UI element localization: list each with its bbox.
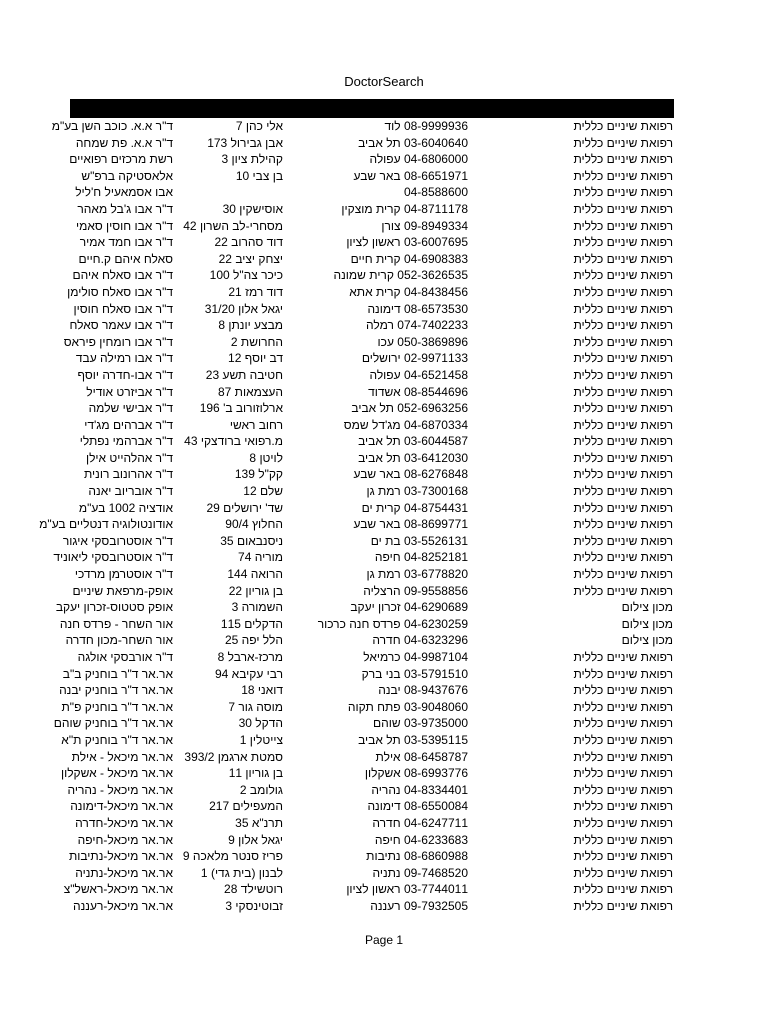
table-row	[70, 749, 674, 766]
address-cell: אוסישקין 30	[222, 201, 283, 216]
clinic-name-cell: אר.אר ד"ר בוחניק שוהם	[53, 716, 173, 731]
table-row	[70, 184, 674, 201]
table-row	[70, 500, 674, 517]
specialty-cell: מכון צילום	[621, 616, 673, 631]
address-cell: הדקלים 115	[220, 616, 283, 631]
phone-city-cell: 09-8949334 צורן	[381, 218, 468, 233]
specialty-cell: רפואת שיניים כללית	[573, 815, 673, 830]
table-row	[63, 334, 674, 351]
table-header-bar	[70, 99, 674, 118]
address-cell: יגאל אלון 9	[228, 832, 283, 847]
specialty-cell: רפואת שיניים כללית	[573, 782, 673, 797]
phone-city-cell: 08-9999936 לוד	[384, 119, 468, 133]
phone-city-cell: 08-6860988 נתיבות	[366, 849, 468, 864]
address-cell: לבנון (בית גדי) 1	[200, 865, 283, 880]
address-cell: מסחרי-לב השרון 42	[183, 218, 283, 233]
specialty-cell: רפואת שיניים כללית	[573, 898, 673, 913]
address-cell: בן גוריון 11	[228, 766, 283, 781]
clinic-name-cell: ד"ר א.א. כוכב השן בע"מ	[51, 119, 173, 133]
specialty-cell: רפואת שיניים כללית	[573, 318, 673, 333]
address-cell: השמורה 3	[231, 600, 283, 615]
specialty-cell: רפואת שיניים כללית	[573, 450, 673, 465]
phone-city-cell: 04-6290689 זכרון יעקב	[350, 600, 468, 615]
specialty-cell: רפואת שיניים כללית	[573, 749, 673, 764]
address-cell: לויטן 8	[249, 450, 283, 465]
phone-city-cell: 04-6323296 חדרה	[372, 633, 468, 648]
clinic-name-cell: אר.אר ד"ר בוחניק יבנה	[59, 683, 173, 698]
clinic-name-cell: אר.אר ד"ר בוחניק פ"ת	[61, 699, 173, 714]
address-cell: דואני 18	[241, 683, 283, 698]
address-cell: המעפילים 217	[209, 799, 283, 814]
address-cell: בן גוריון 22	[228, 583, 283, 598]
specialty-cell: רפואת שיניים כללית	[573, 832, 673, 847]
specialty-cell: רפואת שיניים כללית	[573, 334, 673, 349]
clinic-name-cell: ד"ר אבו חמד אמיר	[79, 235, 173, 250]
table-row	[70, 234, 674, 251]
phone-city-cell: 03-6040640 תל אביב	[358, 135, 468, 150]
clinic-name-cell: אר.אר מיכאל-דימונה	[70, 799, 173, 814]
phone-city-cell: 052-3626535 קרית שמונה	[333, 268, 468, 283]
table-row	[70, 218, 674, 235]
phone-city-cell: 03-7744011 ראשון לציון	[346, 882, 468, 897]
phone-city-cell: 08-6573530 דימונה	[367, 301, 468, 316]
specialty-cell: רפואת שיניים כללית	[573, 467, 673, 482]
table-row	[70, 267, 674, 284]
phone-city-cell: 03-9048060 פתח תקוה	[347, 699, 468, 714]
table-row	[67, 284, 674, 301]
address-cell: קהילת ציון 3	[221, 152, 283, 167]
table-row	[70, 317, 674, 334]
clinic-name-cell: ד"ר אבו-חדרה יוסף	[77, 367, 173, 382]
specialty-cell: רפואת שיניים כללית	[573, 301, 673, 316]
clinic-name-cell: אר.אר מיכאל - אשקלון	[60, 766, 173, 781]
specialty-cell: רפואת שיניים כללית	[573, 135, 673, 150]
address-cell: דוד רמז 21	[228, 284, 283, 299]
table-row	[70, 898, 674, 915]
address-cell: אבן גבירול 173	[207, 135, 283, 150]
address-cell: דב יוסף 12	[228, 351, 283, 366]
table-row	[53, 715, 674, 732]
address-cell: מבצע יונתן 8	[218, 318, 283, 333]
clinic-name-cell: אר.אר מיכאל-נתיבות	[68, 849, 173, 864]
phone-city-cell: 04-6806000 עפולה	[369, 152, 468, 167]
clinic-name-cell: אור השחר-מכון חדרה	[65, 633, 173, 648]
table-row	[70, 135, 674, 152]
phone-city-cell: 03-5526131 בת ים	[370, 533, 468, 548]
address-cell: מוסה גור 7	[228, 699, 283, 714]
phone-city-cell: 08-6550084 דימונה	[367, 799, 468, 814]
table-row	[70, 433, 674, 450]
phone-city-cell: 052-6963256 תל אביב	[351, 401, 468, 416]
address-cell: החלוץ 90/4	[225, 517, 283, 532]
phone-city-cell: 08-6651971 באר שבע	[353, 168, 468, 183]
phone-city-cell: 04-8252181 חיפה	[374, 550, 468, 565]
document-title: DoctorSearch	[344, 74, 424, 89]
clinic-name-cell: ד"ר אבו רמילה עבד	[75, 351, 173, 366]
specialty-cell: רפואת שיניים כללית	[573, 732, 673, 747]
clinic-name-cell: ד"ר אבו ג'בל מאהר	[77, 201, 173, 216]
clinic-name-cell: אבו אסמאעיל ח'ליל	[75, 185, 173, 200]
phone-city-cell: 08-8544696 אשדוד	[368, 384, 468, 399]
specialty-cell: רפואת שיניים כללית	[573, 683, 673, 698]
table-row	[70, 566, 674, 583]
address-cell: סמטת ארגמן 393/2	[184, 749, 283, 764]
specialty-cell: רפואת שיניים כללית	[573, 168, 673, 183]
clinic-name-cell: אור השחר - פרדס חנה	[59, 616, 173, 631]
phone-city-cell: 08-6993776 אשקלון	[364, 766, 468, 781]
address-cell: דוד סהרוב 22	[214, 235, 283, 250]
specialty-cell: רפואת שיניים כללית	[573, 500, 673, 515]
table-row	[70, 350, 674, 367]
table-row	[70, 848, 674, 865]
table-row	[70, 384, 674, 401]
table-row	[70, 483, 674, 500]
phone-city-cell: 08-6458787 אילת	[375, 749, 468, 764]
phone-city-cell: 09-7932505 רעננה	[370, 898, 468, 913]
clinic-name-cell: אר.אר מיכאל-נתניה	[75, 865, 173, 880]
clinic-name-cell: ד"ר אברהמי נפתלי	[79, 434, 173, 449]
clinic-name-cell: ד"ר אבישי שלמה	[88, 401, 173, 416]
phone-city-cell: 04-6870334 מג'דל שמס	[343, 417, 468, 432]
table-row	[70, 832, 674, 849]
clinic-name-cell: סאלח איהם ק.חיים	[78, 251, 173, 266]
clinic-name-cell: אופק סטטוס-זכרון יעקב	[55, 600, 173, 615]
clinic-name-cell: ד"ר אובריוב יאנה	[88, 484, 173, 499]
address-cell: פריז סנטר מלאכה 9	[182, 849, 283, 864]
table-row	[70, 450, 674, 467]
clinic-name-cell: אר.אר ד"ר בוחניק ב"ב	[62, 666, 173, 681]
phone-city-cell: 04-8334401 נהריה	[371, 782, 468, 797]
address-cell: צייטלין 1	[239, 732, 283, 747]
specialty-cell: רפואת שיניים כללית	[573, 367, 673, 382]
phone-city-cell: 08-8699771 באר שבע	[353, 517, 468, 532]
specialty-cell: רפואת שיניים כללית	[573, 434, 673, 449]
phone-city-cell: 04-9987104 כרמיאל	[363, 650, 468, 664]
clinic-name-cell: אודונטולוגיה דנטליים בע"מ	[39, 517, 173, 532]
doctor-table	[39, 118, 674, 915]
clinic-name-cell: ד"ר אבו סאלח חוסין	[73, 301, 173, 316]
clinic-name-cell: אר.אר מיכאל - נהריה	[67, 782, 173, 797]
specialty-cell: רפואת שיניים כללית	[573, 384, 673, 399]
table-row	[65, 632, 674, 649]
table-row	[70, 798, 674, 815]
specialty-cell: רפואת שיניים כללית	[573, 185, 673, 200]
specialty-cell: רפואת שיניים כללית	[573, 766, 673, 781]
table-row	[70, 151, 674, 168]
address-cell: כיכר צה"ל 100	[209, 268, 283, 283]
phone-city-cell: 04-8438456 קרית אתא	[349, 284, 468, 299]
address-cell: מוריה 74	[238, 550, 283, 565]
table-row	[55, 599, 674, 616]
specialty-cell: רפואת שיניים כללית	[573, 716, 673, 731]
address-cell: רוטשילד 28	[224, 882, 283, 897]
table-row	[63, 881, 674, 898]
specialty-cell: רפואת שיניים כללית	[573, 268, 673, 283]
table-row	[70, 367, 674, 384]
specialty-cell: רפואת שיניים כללית	[573, 865, 673, 880]
phone-city-cell: 03-6778820 רמת גן	[366, 567, 468, 582]
address-cell: ניסנבאום 35	[220, 533, 283, 548]
clinic-name-cell: ד"ר אביזרט אודיל	[86, 384, 173, 399]
address-cell: הלל יפה 25	[224, 633, 283, 648]
specialty-cell: רפואת שיניים כללית	[573, 849, 673, 864]
specialty-cell: רפואת שיניים כללית	[573, 417, 673, 432]
specialty-cell: רפואת שיניים כללית	[573, 235, 673, 250]
specialty-cell: רפואת שיניים כללית	[573, 666, 673, 681]
phone-city-cell: 09-7468520 נתניה	[372, 865, 468, 880]
specialty-cell: רפואת שיניים כללית	[573, 699, 673, 714]
specialty-cell: רפואת שיניים כללית	[573, 119, 673, 133]
table-row	[60, 765, 674, 782]
specialty-cell: מכון צילום	[621, 633, 673, 648]
page-number: Page 1	[364, 933, 404, 947]
specialty-cell: רפואת שיניים כללית	[573, 567, 673, 582]
specialty-cell: רפואת שיניים כללית	[573, 351, 673, 366]
clinic-name-cell: רשת מרכזים רפואיים	[69, 152, 173, 167]
phone-city-cell: 04-6233683 חיפה	[374, 832, 468, 847]
clinic-name-cell: ד"ר אבו סאלח איהם	[72, 268, 173, 283]
table-row	[70, 400, 674, 417]
phone-city-cell: 02-9971133 ירושלים	[361, 351, 468, 366]
clinic-name-cell: אר.אר מיכאל-חדרה	[75, 815, 173, 830]
table-row	[70, 865, 674, 882]
table-row	[51, 118, 674, 135]
table-row	[67, 782, 674, 799]
phone-city-cell: 04-6230259 פרדס חנה כרכור	[317, 616, 468, 631]
phone-city-cell: 03-6412030 תל אביב	[358, 450, 468, 465]
table-row	[70, 251, 674, 268]
specialty-cell: מכון צילום	[621, 600, 673, 615]
table-row	[70, 201, 674, 218]
specialty-cell: רפואת שיניים כללית	[573, 583, 673, 598]
address-cell: שלם 12	[243, 484, 283, 499]
clinic-name-cell: ד"ר אוסטרובסקי ליאוניד	[53, 550, 173, 565]
clinic-name-cell: ד"ר אבו עאמר סאלח	[69, 318, 173, 333]
specialty-cell: רפואת שיניים כללית	[573, 201, 673, 216]
phone-city-cell: 03-9735000 שוהם	[372, 716, 468, 731]
table-row	[70, 815, 674, 832]
specialty-cell: רפואת שיניים כללית	[573, 550, 673, 565]
table-row	[53, 549, 674, 566]
phone-city-cell: 04-8588600	[403, 185, 468, 200]
phone-city-cell: 03-5395115 תל אביב	[358, 732, 468, 747]
address-cell: רבי עקיבא 94	[214, 666, 283, 681]
specialty-cell: רפואת שיניים כללית	[573, 284, 673, 299]
clinic-name-cell: ד"ר אוסטרמן מרדכי	[74, 567, 173, 582]
clinic-name-cell: ד"ר אבו חוסין סאמי	[75, 218, 173, 233]
clinic-name-cell: ד"ר אבו סאלח סולימן	[67, 284, 173, 299]
address-cell: קק"ל 139	[234, 467, 283, 482]
specialty-cell: רפואת שיניים כללית	[573, 484, 673, 499]
clinic-name-cell: ד"ר אהלהייט אילן	[85, 450, 173, 465]
clinic-name-cell: אודציה 1002 בע"מ	[78, 500, 173, 515]
phone-city-cell: 03-5791510 בני ברק	[361, 666, 468, 681]
clinic-name-cell: אר.אר מיכאל-ראשל"צ	[63, 882, 173, 897]
clinic-name-cell: אר.אר מיכאל - אילת	[71, 749, 173, 764]
specialty-cell: רפואת שיניים כללית	[573, 799, 673, 814]
address-cell: מ.רפואי ברודצקי 43	[184, 434, 283, 449]
table-row	[62, 666, 674, 683]
clinic-name-cell: ד"ר אהרונוב רונית	[84, 467, 173, 482]
address-cell: רחוב ראשי	[229, 417, 283, 432]
address-cell: חטיבה תשע 23	[205, 367, 283, 382]
phone-city-cell: 04-8754431 קרית ים	[361, 500, 468, 515]
phone-city-cell: 03-6007695 ראשון לציון	[346, 235, 468, 250]
clinic-name-cell: אר.אר מיכאל-רעננה	[73, 898, 173, 913]
address-cell: העצמאות 87	[217, 384, 283, 399]
specialty-cell: רפואת שיניים כללית	[573, 517, 673, 532]
phone-city-cell: 03-7300168 רמת גן	[366, 484, 468, 499]
phone-city-cell: 08-6276848 באר שבע	[353, 467, 468, 482]
clinic-name-cell: ד"ר אורבסקי אולגה	[77, 650, 173, 664]
address-cell: תרנ"א 35	[235, 815, 283, 830]
phone-city-cell: 09-9558856 הרצליה	[363, 583, 468, 598]
phone-city-cell: 03-6044587 תל אביב	[358, 434, 468, 449]
address-cell: גולומב 2	[239, 782, 283, 797]
clinic-name-cell: ד"ר אוסטרובסקי איגור	[62, 533, 173, 548]
table-row	[70, 301, 674, 318]
specialty-cell: רפואת שיניים כללית	[573, 401, 673, 416]
clinic-name-cell: ד"ר אבו רומחין פיראס	[63, 334, 173, 349]
clinic-name-cell: אלאסטיקה ברפ"ש	[81, 168, 173, 183]
address-cell: מרכז-ארבל 8	[217, 650, 283, 664]
clinic-name-cell: אופק-מרפאת שיניים	[72, 583, 173, 598]
address-cell: בן צבי 10	[235, 168, 283, 183]
specialty-cell: רפואת שיניים כללית	[573, 650, 673, 664]
phone-city-cell: 04-8711178 קרית מוצקין	[341, 201, 468, 216]
phone-city-cell: 08-9437676 יבנה	[378, 683, 468, 698]
table-row	[39, 516, 674, 533]
clinic-name-cell: אר.אר ד"ר בוחניק ת"א	[61, 732, 173, 747]
phone-city-cell: 04-6521458 עפולה	[369, 367, 468, 382]
specialty-cell: רפואת שיניים כללית	[573, 882, 673, 897]
table-row	[62, 533, 674, 550]
table-row	[70, 583, 674, 600]
specialty-cell: רפואת שיניים כללית	[573, 218, 673, 233]
specialty-cell: רפואת שיניים כללית	[573, 152, 673, 167]
clinic-name-cell: אר.אר מיכאל-חיפה	[77, 832, 173, 847]
address-cell: הדקל 30	[238, 716, 283, 731]
address-cell: יצחק יציב 22	[218, 251, 283, 266]
address-cell: שד' ירושלים 29	[206, 500, 283, 515]
phone-city-cell: 050-3869896 עכו	[377, 334, 468, 349]
address-cell: הרואה 144	[227, 567, 283, 582]
address-cell: החרושת 2	[230, 334, 283, 349]
phone-city-cell: 04-6908383 קרית חיים	[350, 251, 468, 266]
specialty-cell: רפואת שיניים כללית	[573, 251, 673, 266]
table-row	[59, 682, 674, 699]
table-row	[70, 168, 674, 185]
address-cell: יגאל אלון 31/20	[204, 301, 283, 316]
phone-city-cell: 074-7402233 רמלה	[366, 318, 468, 333]
clinic-name-cell: ד"ר אברהים מג'די	[84, 417, 173, 432]
clinic-name-cell: ד"ר א.א. פת שמחה	[75, 135, 173, 150]
table-row	[61, 699, 674, 716]
table-row	[70, 466, 674, 483]
table-row	[70, 649, 674, 666]
address-cell: זבוטינסקי 3	[225, 898, 283, 913]
table-row	[59, 616, 674, 633]
address-cell: ארלוזורוב ב' 196	[199, 401, 283, 416]
phone-city-cell: 04-6247711 חדרה	[372, 815, 468, 830]
table-row	[61, 732, 674, 749]
address-cell: אלי כהן 7	[235, 119, 283, 133]
specialty-cell: רפואת שיניים כללית	[573, 533, 673, 548]
table-row	[70, 417, 674, 434]
